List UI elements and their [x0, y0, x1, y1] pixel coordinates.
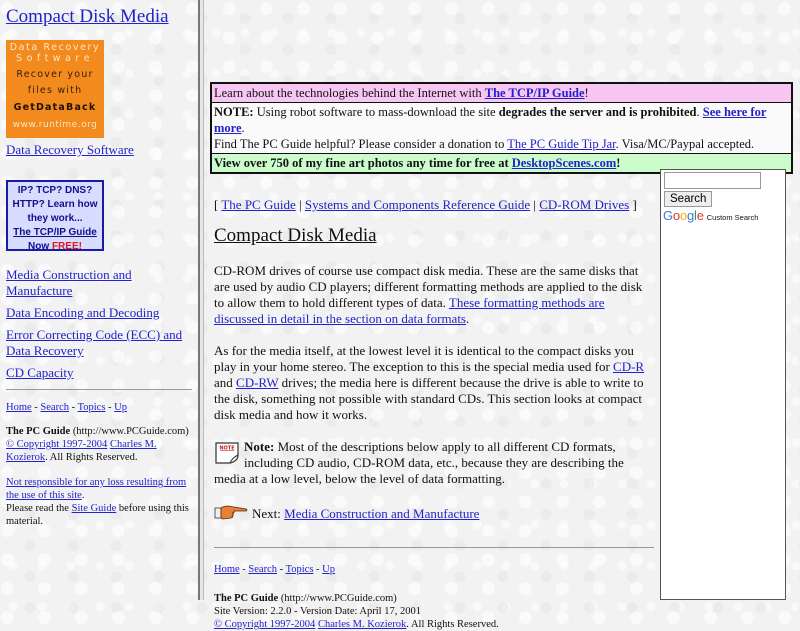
search-panel — [660, 169, 786, 600]
section-nav — [6, 267, 194, 381]
banner-text: . — [696, 105, 703, 119]
ad-line: files with — [27, 85, 83, 96]
read-post: before using this material. — [6, 503, 189, 527]
search-button[interactable]: Search — [664, 191, 712, 207]
footer-quick-links — [214, 562, 654, 578]
tcp-ad-now: Now — [28, 241, 52, 252]
page-title: Compact Disk Media — [214, 225, 377, 246]
breadcrumb-systems-reference[interactable]: Systems and Components Reference Guide — [304, 197, 531, 212]
ad-line: www.runtime.org — [12, 120, 98, 130]
site-title-link[interactable]: Compact Disk Media — [6, 6, 169, 27]
search-link[interactable]: Search — [40, 402, 69, 413]
sidebar-quick-links — [6, 402, 194, 413]
copyright-link[interactable]: © Copyright 1997-2004 — [6, 439, 108, 450]
data-recovery-software-link[interactable]: Data Recovery Software — [6, 142, 134, 157]
banner-text: ! — [616, 156, 621, 170]
ad-line: Recover your — [16, 69, 94, 80]
disclaimer-end: . — [81, 490, 85, 501]
paragraph-media — [214, 343, 654, 423]
tcp-ad-line: they work... — [27, 213, 83, 224]
next-navigation — [214, 503, 654, 525]
tcp-ip-guide-ad[interactable] — [6, 180, 104, 251]
content-divider-line — [214, 547, 654, 548]
sidebar-item-data-encoding[interactable]: Data Encoding and Decoding — [6, 305, 160, 320]
paragraph-text: . — [466, 311, 470, 326]
google-custom-search-branding — [663, 208, 783, 223]
site-version: Site Version: 2.2.0 - Version Date: April 17, 2001 — [214, 606, 421, 617]
breadcrumb-bracket: [ — [214, 197, 222, 212]
site-name: The PC Guide — [6, 426, 71, 437]
note-label: NOTE: — [214, 105, 254, 119]
footer-copyright-link[interactable]: © Copyright 1997-2004 — [214, 619, 316, 630]
banner-area — [210, 82, 795, 174]
tcp-ad-line: HTTP? Learn how — [12, 199, 98, 210]
footer-author-link[interactable]: Charles M. Kozierok — [317, 619, 407, 630]
sidebar-divider-line — [6, 389, 192, 390]
banner-text: Find The PC Guide helpful? Please consider a donation to — [214, 137, 508, 151]
tcp-ad-line: IP? TCP? DNS? — [17, 185, 93, 196]
ad-line: Software — [16, 53, 94, 64]
ad-line: Data Recovery — [9, 42, 101, 53]
disclaimer-link[interactable]: Not responsible for any loss resulting from the use of this site — [6, 477, 187, 501]
banner-bold-text: degrades the server and is prohibited — [498, 105, 697, 119]
note-label: Note: — [244, 439, 275, 454]
breadcrumb-separator: | — [530, 197, 540, 212]
rights-text: . All Rights Reserved. — [45, 452, 138, 463]
footer-credits — [214, 592, 654, 631]
home-link[interactable]: Home — [6, 402, 32, 413]
footer-up-link[interactable]: Up — [322, 564, 336, 575]
article — [214, 197, 654, 631]
note-text: Most of the descriptions below apply to all different CD formats, including CD audio, CD-ROM data, etc., because they are describing the media at a low level, below the level of data formatting. — [214, 439, 624, 486]
separator: - — [277, 564, 286, 575]
tcp-ad-free: FREE! — [51, 241, 82, 252]
banner-text: Learn about the technologies behind the Internet with — [214, 86, 485, 100]
separator: - — [313, 564, 323, 575]
paragraph-text: drives; the media here is different because the drive is able to write to the disk, something not possible with standard CDs. This section looks at compact disk media and how it works. — [214, 375, 644, 422]
footer-site-name: The PC Guide — [214, 593, 279, 604]
breadcrumb — [214, 197, 654, 213]
cd-rw-link[interactable]: CD-RW — [236, 375, 279, 390]
banner-text: . — [241, 121, 245, 135]
tip-jar-link[interactable]: The PC Guide Tip Jar — [507, 137, 616, 151]
banner-text: . Visa/MC/Paypal accepted. — [615, 137, 755, 151]
svg-text:NOTE: NOTE — [219, 445, 235, 452]
banner-text: Using robot software to mass-download the site — [253, 105, 499, 119]
topics-link[interactable]: Topics — [77, 402, 106, 413]
note-paragraph — [214, 439, 654, 487]
footer-topics-link[interactable]: Topics — [285, 564, 314, 575]
author-link[interactable]: Charles M. Kozierok — [6, 439, 157, 463]
separator: - — [239, 564, 249, 575]
sidebar-item-cd-capacity[interactable]: CD Capacity — [6, 365, 74, 380]
data-formats-link[interactable]: These formatting methods are discussed in detail in the section on data formats — [214, 295, 605, 326]
see-here-link[interactable]: See here for more — [214, 105, 767, 135]
breadcrumb-separator: | — [295, 197, 305, 212]
sidebar-item-ecc[interactable]: Error Correcting Code (ECC) and Data Recovery — [6, 327, 183, 358]
paragraph-text: CD-ROM drives of course use compact disk media. These are the same disks that are used by audio CD players; different formatting methods are applied to the disk to allow them to hold different types of data. — [214, 263, 643, 310]
tcp-ip-guide-banner-link[interactable]: The TCP/IP Guide — [484, 86, 585, 100]
search-input[interactable] — [664, 172, 761, 189]
separator: - — [69, 402, 78, 413]
google-logo-icon: Google — [663, 208, 704, 223]
footer-home-link[interactable]: Home — [214, 564, 240, 575]
sidebar-credits — [6, 425, 194, 528]
paragraph-text: As for the media itself, at the lowest level it is identical to the compact disks you play in your home stereo. The exception to this is the special media used for — [214, 343, 634, 374]
next-label: Next: — [252, 506, 281, 521]
breadcrumb-cdrom-drives[interactable]: CD-ROM Drives — [539, 197, 630, 212]
getdataback-ad-banner[interactable] — [6, 40, 104, 138]
paragraph-intro — [214, 263, 654, 327]
site-url: (http://www.PCGuide.com) — [70, 426, 189, 437]
breadcrumb-bracket: ] — [629, 197, 637, 212]
tcp-ip-banner-row — [211, 83, 792, 103]
separator: - — [31, 402, 41, 413]
up-link[interactable]: Up — [114, 402, 128, 413]
desktopscenes-link[interactable]: DesktopScenes.com — [511, 156, 617, 170]
site-guide-link[interactable]: Site Guide — [71, 503, 117, 514]
custom-search-label: Custom Search — [706, 213, 759, 222]
banner-text: ! — [584, 86, 589, 100]
footer-rights: . All Rights Reserved. — [406, 619, 499, 630]
note-icon — [214, 441, 240, 465]
footer-search-link[interactable]: Search — [248, 564, 277, 575]
announcement-table — [210, 82, 793, 174]
paragraph-text: and — [214, 375, 237, 390]
breadcrumb-pc-guide[interactable]: The PC Guide — [221, 197, 296, 212]
footer-site-url: (http://www.PCGuide.com) — [278, 593, 397, 604]
sidebar — [0, 0, 194, 600]
sidebar-item-media-construction[interactable]: Media Construction and Manufacture — [6, 267, 132, 298]
separator: - — [105, 402, 115, 413]
banner-text: View over 750 of my fine art photos any time for free at — [214, 156, 512, 170]
tcp-ip-guide-link[interactable]: The TCP/IP Guide — [13, 227, 97, 238]
frame-divider — [198, 0, 204, 600]
note-banner-row — [211, 103, 792, 154]
pointing-hand-icon — [214, 503, 248, 525]
ad-line: GetDataBack — [13, 102, 97, 113]
next-page-link[interactable]: Media Construction and Manufacture — [284, 506, 480, 521]
cd-r-link[interactable]: CD-R — [613, 359, 645, 374]
read-pre: Please read the — [6, 503, 72, 514]
